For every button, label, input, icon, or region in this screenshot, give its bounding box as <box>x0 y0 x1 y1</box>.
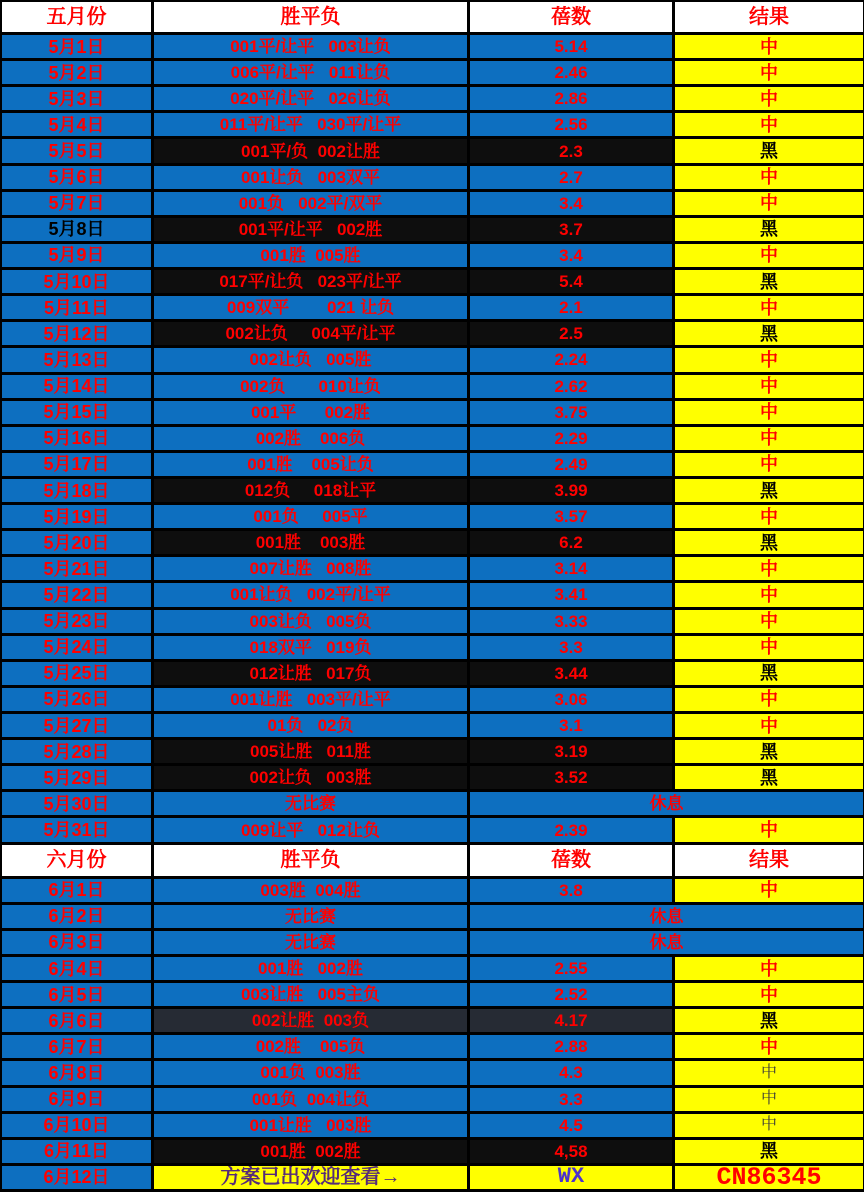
date-cell: 5月30日 <box>2 792 154 818</box>
result-cell: 中 <box>675 714 864 740</box>
odds-cell: 4.3 <box>470 1061 675 1087</box>
odds-header-cell: 蓓数 <box>470 845 675 879</box>
odds-cell: 3.3 <box>470 636 675 662</box>
date-cell: 5月31日 <box>2 818 154 844</box>
date-cell: 6月12日 <box>2 1166 154 1192</box>
picks-cell: 001负 004让负 <box>154 1088 470 1114</box>
result-cell: 中 <box>675 1114 864 1140</box>
odds-cell: 5.4 <box>470 270 675 296</box>
date-cell: 5月16日 <box>2 427 154 453</box>
result-header-cell: 结果 <box>675 2 864 35</box>
picks-cell: 001胜 005让负 <box>154 453 470 479</box>
odds-cell: 2.24 <box>470 348 675 374</box>
date-cell: 5月7日 <box>2 192 154 218</box>
rest-merged-cell: 休息 <box>470 931 864 957</box>
result-cell: 黑 <box>675 1140 864 1166</box>
odds-cell: 3.41 <box>470 583 675 609</box>
result-cell: 中 <box>675 244 864 270</box>
result-cell: 中 <box>675 35 864 61</box>
date-cell: 5月22日 <box>2 583 154 609</box>
date-cell: 6月6日 <box>2 1009 154 1035</box>
result-cell: 中 <box>675 87 864 113</box>
picks-cell: 011平/让平 030平/让平 <box>154 113 470 139</box>
date-cell: 5月9日 <box>2 244 154 270</box>
odds-cell: 3.4 <box>470 192 675 218</box>
result-cell: 中 <box>675 818 864 844</box>
date-cell: 5月20日 <box>2 531 154 557</box>
picks-cell: 018双平 019负 <box>154 636 470 662</box>
picks-cell: 009双平 021 让负 <box>154 296 470 322</box>
date-cell: 5月29日 <box>2 766 154 792</box>
picks-cell: 001让胜 003平/让平 <box>154 688 470 714</box>
date-cell: 6月4日 <box>2 957 154 983</box>
odds-cell: 2.88 <box>470 1035 675 1061</box>
date-cell: 5月3日 <box>2 87 154 113</box>
result-cell: 中 <box>675 610 864 636</box>
result-cell: 黑 <box>675 218 864 244</box>
date-cell: 6月11日 <box>2 1140 154 1166</box>
contact-code-cell: CN86345 <box>675 1166 864 1192</box>
odds-cell: 2.52 <box>470 983 675 1009</box>
odds-cell: 3.7 <box>470 218 675 244</box>
result-cell: 中 <box>675 688 864 714</box>
result-cell: 中 <box>675 453 864 479</box>
date-cell: 5月18日 <box>2 479 154 505</box>
result-cell: 中 <box>675 401 864 427</box>
odds-cell: 2.62 <box>470 375 675 401</box>
picks-cell: 006平/让平 011让负 <box>154 61 470 87</box>
odds-cell: 2.39 <box>470 818 675 844</box>
odds-cell: 2.1 <box>470 296 675 322</box>
picks-cell: 017平/让负 023平/让平 <box>154 270 470 296</box>
date-cell: 6月8日 <box>2 1061 154 1087</box>
picks-cell: 002让负 004平/让平 <box>154 322 470 348</box>
result-cell: 中 <box>675 879 864 905</box>
picks-cell: 001负 005平 <box>154 505 470 531</box>
odds-cell: 2.46 <box>470 61 675 87</box>
odds-cell: 3.4 <box>470 244 675 270</box>
result-cell: 黑 <box>675 531 864 557</box>
result-cell: 中 <box>675 296 864 322</box>
date-cell: 5月6日 <box>2 166 154 192</box>
result-cell: 中 <box>675 557 864 583</box>
date-cell: 6月7日 <box>2 1035 154 1061</box>
odds-cell: 3.99 <box>470 479 675 505</box>
result-cell: 中 <box>675 61 864 87</box>
result-cell: 中 <box>675 192 864 218</box>
wx-cell: WX <box>470 1166 675 1192</box>
picks-cell: 001胜 002胜 <box>154 1140 470 1166</box>
picks-cell: 001负 002平/双平 <box>154 192 470 218</box>
odds-cell: 6.2 <box>470 531 675 557</box>
date-cell: 5月26日 <box>2 688 154 714</box>
result-cell: 黑 <box>675 662 864 688</box>
date-cell: 5月10日 <box>2 270 154 296</box>
date-cell: 5月5日 <box>2 139 154 165</box>
picks-cell: 009让平 012让负 <box>154 818 470 844</box>
result-cell: 中 <box>675 957 864 983</box>
date-cell: 5月28日 <box>2 740 154 766</box>
odds-cell: 2.7 <box>470 166 675 192</box>
date-cell: 5月1日 <box>2 35 154 61</box>
picks-cell: 020平/让平 026让负 <box>154 87 470 113</box>
picks-cell: 无比赛 <box>154 905 470 931</box>
picks-header-cell: 胜平负 <box>154 2 470 35</box>
picks-cell: 007让胜 008胜 <box>154 557 470 583</box>
odds-header-cell: 蓓数 <box>470 2 675 35</box>
odds-cell: 3.14 <box>470 557 675 583</box>
picks-cell: 002让负 003胜 <box>154 766 470 792</box>
result-cell: 中 <box>675 583 864 609</box>
picks-cell: 003让负 005负 <box>154 610 470 636</box>
month-header-cell: 五月份 <box>2 2 154 35</box>
odds-cell: 3.52 <box>470 766 675 792</box>
odds-cell: 3.8 <box>470 879 675 905</box>
month-header-cell: 六月份 <box>2 845 154 879</box>
result-cell: 黑 <box>675 322 864 348</box>
odds-cell: 2.5 <box>470 322 675 348</box>
date-cell: 5月23日 <box>2 610 154 636</box>
date-cell: 5月17日 <box>2 453 154 479</box>
picks-cell: 001让负 003双平 <box>154 166 470 192</box>
odds-cell: 2.55 <box>470 957 675 983</box>
picks-header-cell: 胜平负 <box>154 845 470 879</box>
picks-cell: 012让胜 017负 <box>154 662 470 688</box>
result-cell: 中 <box>675 348 864 374</box>
picks-cell: 001平 002胜 <box>154 401 470 427</box>
result-cell: 黑 <box>675 766 864 792</box>
result-cell: 中 <box>675 1088 864 1114</box>
date-cell: 5月24日 <box>2 636 154 662</box>
result-cell: 中 <box>675 113 864 139</box>
date-cell: 5月14日 <box>2 375 154 401</box>
odds-cell: 3.44 <box>470 662 675 688</box>
date-cell: 5月13日 <box>2 348 154 374</box>
date-cell: 5月27日 <box>2 714 154 740</box>
result-cell: 中 <box>675 166 864 192</box>
odds-cell: 2.86 <box>470 87 675 113</box>
odds-cell: 3.75 <box>470 401 675 427</box>
result-cell: 中 <box>675 1061 864 1087</box>
date-cell: 6月2日 <box>2 905 154 931</box>
result-cell: 中 <box>675 1035 864 1061</box>
picks-cell: 005让胜 011胜 <box>154 740 470 766</box>
odds-cell: 2.49 <box>470 453 675 479</box>
date-cell: 5月12日 <box>2 322 154 348</box>
date-cell: 6月10日 <box>2 1114 154 1140</box>
picks-cell: 002胜 006负 <box>154 427 470 453</box>
date-cell: 5月2日 <box>2 61 154 87</box>
odds-cell: 3.3 <box>470 1088 675 1114</box>
date-cell: 5月15日 <box>2 401 154 427</box>
odds-cell: 3.06 <box>470 688 675 714</box>
picks-cell: 001胜 003胜 <box>154 531 470 557</box>
picks-cell: 001平/负 002让胜 <box>154 139 470 165</box>
picks-cell: 003让胜 005主负 <box>154 983 470 1009</box>
date-cell: 5月8日 <box>2 218 154 244</box>
picks-cell: 001胜 002胜 <box>154 957 470 983</box>
odds-cell: 3.33 <box>470 610 675 636</box>
odds-cell: 5.14 <box>470 35 675 61</box>
picks-cell: 002让负 005胜 <box>154 348 470 374</box>
picks-cell: 001平/让平 003让负 <box>154 35 470 61</box>
result-cell: 中 <box>675 375 864 401</box>
date-cell: 5月4日 <box>2 113 154 139</box>
result-cell: 中 <box>675 427 864 453</box>
picks-cell: 01负 02负 <box>154 714 470 740</box>
picks-cell: 无比赛 <box>154 931 470 957</box>
result-header-cell: 结果 <box>675 845 864 879</box>
promo-text-cell: 方案已出欢迎查看→ <box>154 1166 470 1192</box>
date-cell: 5月25日 <box>2 662 154 688</box>
picks-cell: 002负 010让负 <box>154 375 470 401</box>
result-cell: 黑 <box>675 479 864 505</box>
odds-cell: 3.1 <box>470 714 675 740</box>
result-cell: 黑 <box>675 1009 864 1035</box>
result-cell: 中 <box>675 505 864 531</box>
date-cell: 6月1日 <box>2 879 154 905</box>
picks-cell: 001平/让平 002胜 <box>154 218 470 244</box>
odds-cell: 4.5 <box>470 1114 675 1140</box>
odds-cell: 3.19 <box>470 740 675 766</box>
picks-cell: 001让负 002平/让平 <box>154 583 470 609</box>
result-cell: 黑 <box>675 270 864 296</box>
rest-merged-cell: 休息 <box>470 905 864 931</box>
date-cell: 5月21日 <box>2 557 154 583</box>
result-cell: 中 <box>675 636 864 662</box>
picks-cell: 012负 018让平 <box>154 479 470 505</box>
picks-cell: 002让胜 003负 <box>154 1009 470 1035</box>
picks-cell: 001胜 005胜 <box>154 244 470 270</box>
date-cell: 6月9日 <box>2 1088 154 1114</box>
odds-cell: 2.3 <box>470 139 675 165</box>
picks-cell: 002胜 005负 <box>154 1035 470 1061</box>
odds-cell: 3.57 <box>470 505 675 531</box>
result-cell: 黑 <box>675 139 864 165</box>
date-cell: 5月11日 <box>2 296 154 322</box>
picks-cell: 003胜 004胜 <box>154 879 470 905</box>
odds-cell: 2.56 <box>470 113 675 139</box>
picks-cell: 001让胜 003胜 <box>154 1114 470 1140</box>
odds-cell: 4,58 <box>470 1140 675 1166</box>
picks-cell: 无比赛 <box>154 792 470 818</box>
odds-cell: 4.17 <box>470 1009 675 1035</box>
picks-cell: 001负 003胜 <box>154 1061 470 1087</box>
result-cell: 黑 <box>675 740 864 766</box>
date-cell: 5月19日 <box>2 505 154 531</box>
date-cell: 6月3日 <box>2 931 154 957</box>
rest-merged-cell: 休息 <box>470 792 864 818</box>
date-cell: 6月5日 <box>2 983 154 1009</box>
result-cell: 中 <box>675 983 864 1009</box>
odds-cell: 2.29 <box>470 427 675 453</box>
